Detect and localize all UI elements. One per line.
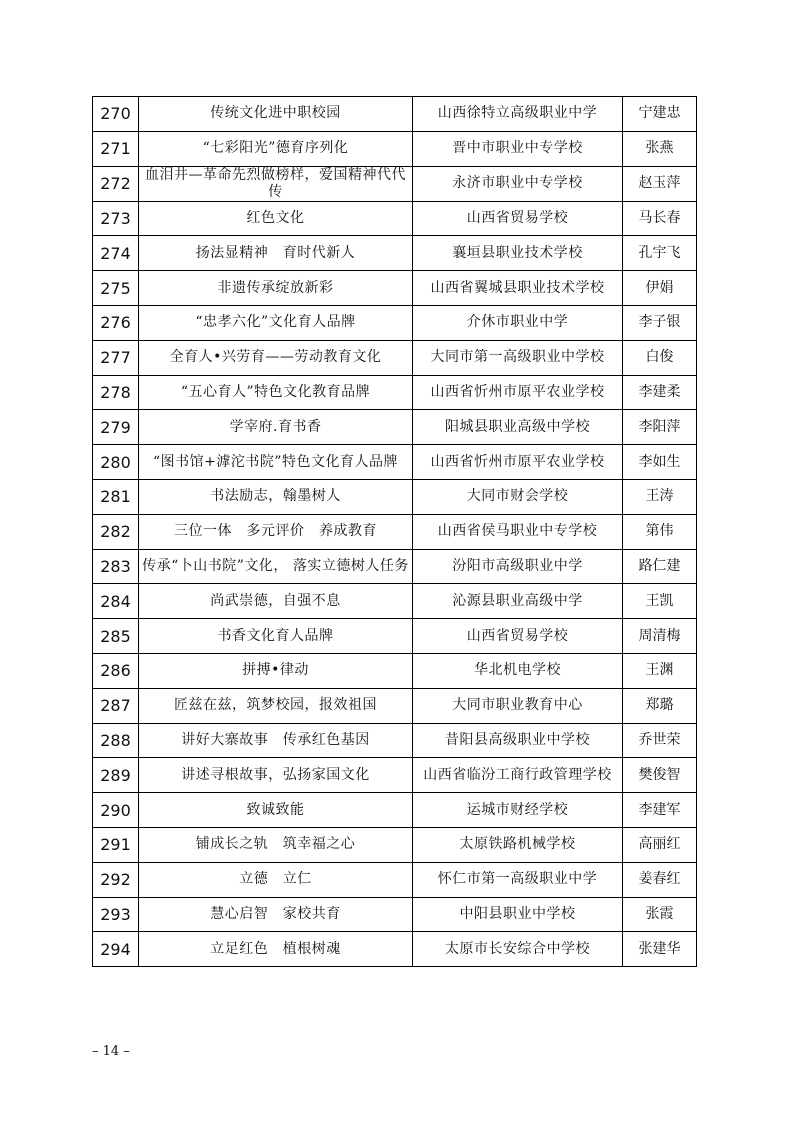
project-title: “七彩阳光”德育序列化 xyxy=(139,131,413,166)
contact-person: 马长春 xyxy=(623,201,697,236)
table-row xyxy=(93,479,697,514)
table-row xyxy=(93,340,697,375)
row-number: 291 xyxy=(93,827,139,862)
project-title: 拼搏•律动 xyxy=(139,653,413,688)
project-title: 致诚致能 xyxy=(139,793,413,828)
school-name: 山西省忻州市原平农业学校 xyxy=(413,375,623,410)
project-title: 传统文化进中职校园 xyxy=(139,97,413,132)
table-row xyxy=(93,793,697,828)
project-title: 讲述寻根故事，弘扬家国文化 xyxy=(139,758,413,793)
row-number: 277 xyxy=(93,340,139,375)
table-row xyxy=(93,271,697,306)
school-name: 山西省贸易学校 xyxy=(413,619,623,654)
school-name: 山西省贸易学校 xyxy=(413,201,623,236)
table-row xyxy=(93,862,697,897)
table-row xyxy=(93,305,697,340)
school-name: 大同市第一高级职业中学校 xyxy=(413,340,623,375)
school-name: 沁源县职业高级中学 xyxy=(413,584,623,619)
table-row xyxy=(93,549,697,584)
contact-person: 赵玉萍 xyxy=(623,166,697,201)
project-title: 血泪井—革命先烈做榜样，爱国精神代代传 xyxy=(139,166,413,201)
row-number: 280 xyxy=(93,445,139,480)
table-row xyxy=(93,584,697,619)
contact-person: 第伟 xyxy=(623,514,697,549)
school-name: 昔阳县高级职业中学校 xyxy=(413,723,623,758)
row-number: 273 xyxy=(93,201,139,236)
contact-person: 宁建忠 xyxy=(623,97,697,132)
project-title: 慧心启智 家校共育 xyxy=(139,897,413,932)
row-number: 271 xyxy=(93,131,139,166)
table-row xyxy=(93,897,697,932)
row-number: 289 xyxy=(93,758,139,793)
page-number: – 14 – xyxy=(92,1044,130,1059)
table-row xyxy=(93,410,697,445)
row-number: 278 xyxy=(93,375,139,410)
school-name: 阳城县职业高级中学校 xyxy=(413,410,623,445)
project-title: 红色文化 xyxy=(139,201,413,236)
school-name: 襄垣县职业技术学校 xyxy=(413,236,623,271)
school-name: 山西省侯马职业中专学校 xyxy=(413,514,623,549)
project-title: “图书馆+滹沱书院”特色文化育人品牌 xyxy=(139,445,413,480)
table-row xyxy=(93,375,697,410)
table-row xyxy=(93,653,697,688)
project-title: 书法励志，翰墨树人 xyxy=(139,479,413,514)
row-number: 290 xyxy=(93,793,139,828)
contact-person: 张建华 xyxy=(623,932,697,967)
table-row xyxy=(93,236,697,271)
contact-person: 王涛 xyxy=(623,479,697,514)
table-row xyxy=(93,758,697,793)
project-title: 铺成长之轨 筑幸福之心 xyxy=(139,827,413,862)
row-number: 284 xyxy=(93,584,139,619)
contact-person: 李建柔 xyxy=(623,375,697,410)
row-number: 288 xyxy=(93,723,139,758)
contact-person: 张燕 xyxy=(623,131,697,166)
table-row xyxy=(93,688,697,723)
row-number: 270 xyxy=(93,97,139,132)
school-name: 山西省临汾工商行政管理学校 xyxy=(413,758,623,793)
table-row xyxy=(93,166,697,201)
table-row xyxy=(93,514,697,549)
project-title: “忠孝六化”文化育人品牌 xyxy=(139,305,413,340)
school-name: 汾阳市高级职业中学 xyxy=(413,549,623,584)
school-name: 晋中市职业中专学校 xyxy=(413,131,623,166)
contact-person: 李阳萍 xyxy=(623,410,697,445)
contact-person: 路仁建 xyxy=(623,549,697,584)
project-title: 传承“卜山书院”文化， 落实立德树人任务 xyxy=(139,549,413,584)
project-title: 立德 立仁 xyxy=(139,862,413,897)
contact-person: 李子银 xyxy=(623,305,697,340)
project-title: 立足红色 植根树魂 xyxy=(139,932,413,967)
row-number: 281 xyxy=(93,479,139,514)
row-number: 276 xyxy=(93,305,139,340)
school-name: 山西省翼城县职业技术学校 xyxy=(413,271,623,306)
project-title: 学宰府.育书香 xyxy=(139,410,413,445)
project-title: 非遗传承绽放新彩 xyxy=(139,271,413,306)
school-name: 介休市职业中学 xyxy=(413,305,623,340)
school-name: 太原市长安综合中学校 xyxy=(413,932,623,967)
school-name: 运城市财经学校 xyxy=(413,793,623,828)
project-title: “五心育人”特色文化教育品牌 xyxy=(139,375,413,410)
row-number: 274 xyxy=(93,236,139,271)
table-row xyxy=(93,445,697,480)
row-number: 286 xyxy=(93,653,139,688)
project-title: 匠兹在兹，筑梦校园，报效祖国 xyxy=(139,688,413,723)
row-number: 285 xyxy=(93,619,139,654)
project-title: 全育人•兴劳育——劳动教育文化 xyxy=(139,340,413,375)
row-number: 275 xyxy=(93,271,139,306)
project-title: 尚武崇德，自强不息 xyxy=(139,584,413,619)
contact-person: 张霞 xyxy=(623,897,697,932)
contact-person: 高丽红 xyxy=(623,827,697,862)
contact-person: 王渊 xyxy=(623,653,697,688)
contact-person: 樊俊智 xyxy=(623,758,697,793)
table-row xyxy=(93,97,697,132)
contact-person: 白俊 xyxy=(623,340,697,375)
table-row xyxy=(93,932,697,967)
contact-person: 郑璐 xyxy=(623,688,697,723)
row-number: 283 xyxy=(93,549,139,584)
school-name: 华北机电学校 xyxy=(413,653,623,688)
contact-person: 伊娟 xyxy=(623,271,697,306)
school-name: 大同市财会学校 xyxy=(413,479,623,514)
table-row xyxy=(93,723,697,758)
project-title: 讲好大寨故事 传承红色基因 xyxy=(139,723,413,758)
row-number: 287 xyxy=(93,688,139,723)
school-name: 永济市职业中专学校 xyxy=(413,166,623,201)
school-name: 太原铁路机械学校 xyxy=(413,827,623,862)
school-name: 怀仁市第一高级职业中学 xyxy=(413,862,623,897)
contact-person: 乔世荣 xyxy=(623,723,697,758)
school-name: 中阳县职业中学校 xyxy=(413,897,623,932)
table-row xyxy=(93,619,697,654)
row-number: 272 xyxy=(93,166,139,201)
row-number: 292 xyxy=(93,862,139,897)
school-name: 山西徐特立高级职业中学 xyxy=(413,97,623,132)
school-name: 山西省忻州市原平农业学校 xyxy=(413,445,623,480)
contact-person: 王凯 xyxy=(623,584,697,619)
table-body xyxy=(93,97,697,967)
row-number: 279 xyxy=(93,410,139,445)
school-name: 大同市职业教育中心 xyxy=(413,688,623,723)
table-row xyxy=(93,131,697,166)
contact-person: 周清梅 xyxy=(623,619,697,654)
table-row xyxy=(93,201,697,236)
project-title: 扬法显精神 育时代新人 xyxy=(139,236,413,271)
contact-person: 李如生 xyxy=(623,445,697,480)
project-title: 书香文化育人品牌 xyxy=(139,619,413,654)
contact-person: 姜春红 xyxy=(623,862,697,897)
row-number: 294 xyxy=(93,932,139,967)
contact-person: 孔宇飞 xyxy=(623,236,697,271)
project-title: 三位一体 多元评价 养成教育 xyxy=(139,514,413,549)
contact-person: 李建军 xyxy=(623,793,697,828)
table-row xyxy=(93,827,697,862)
row-number: 293 xyxy=(93,897,139,932)
row-number: 282 xyxy=(93,514,139,549)
project-table xyxy=(92,96,697,967)
